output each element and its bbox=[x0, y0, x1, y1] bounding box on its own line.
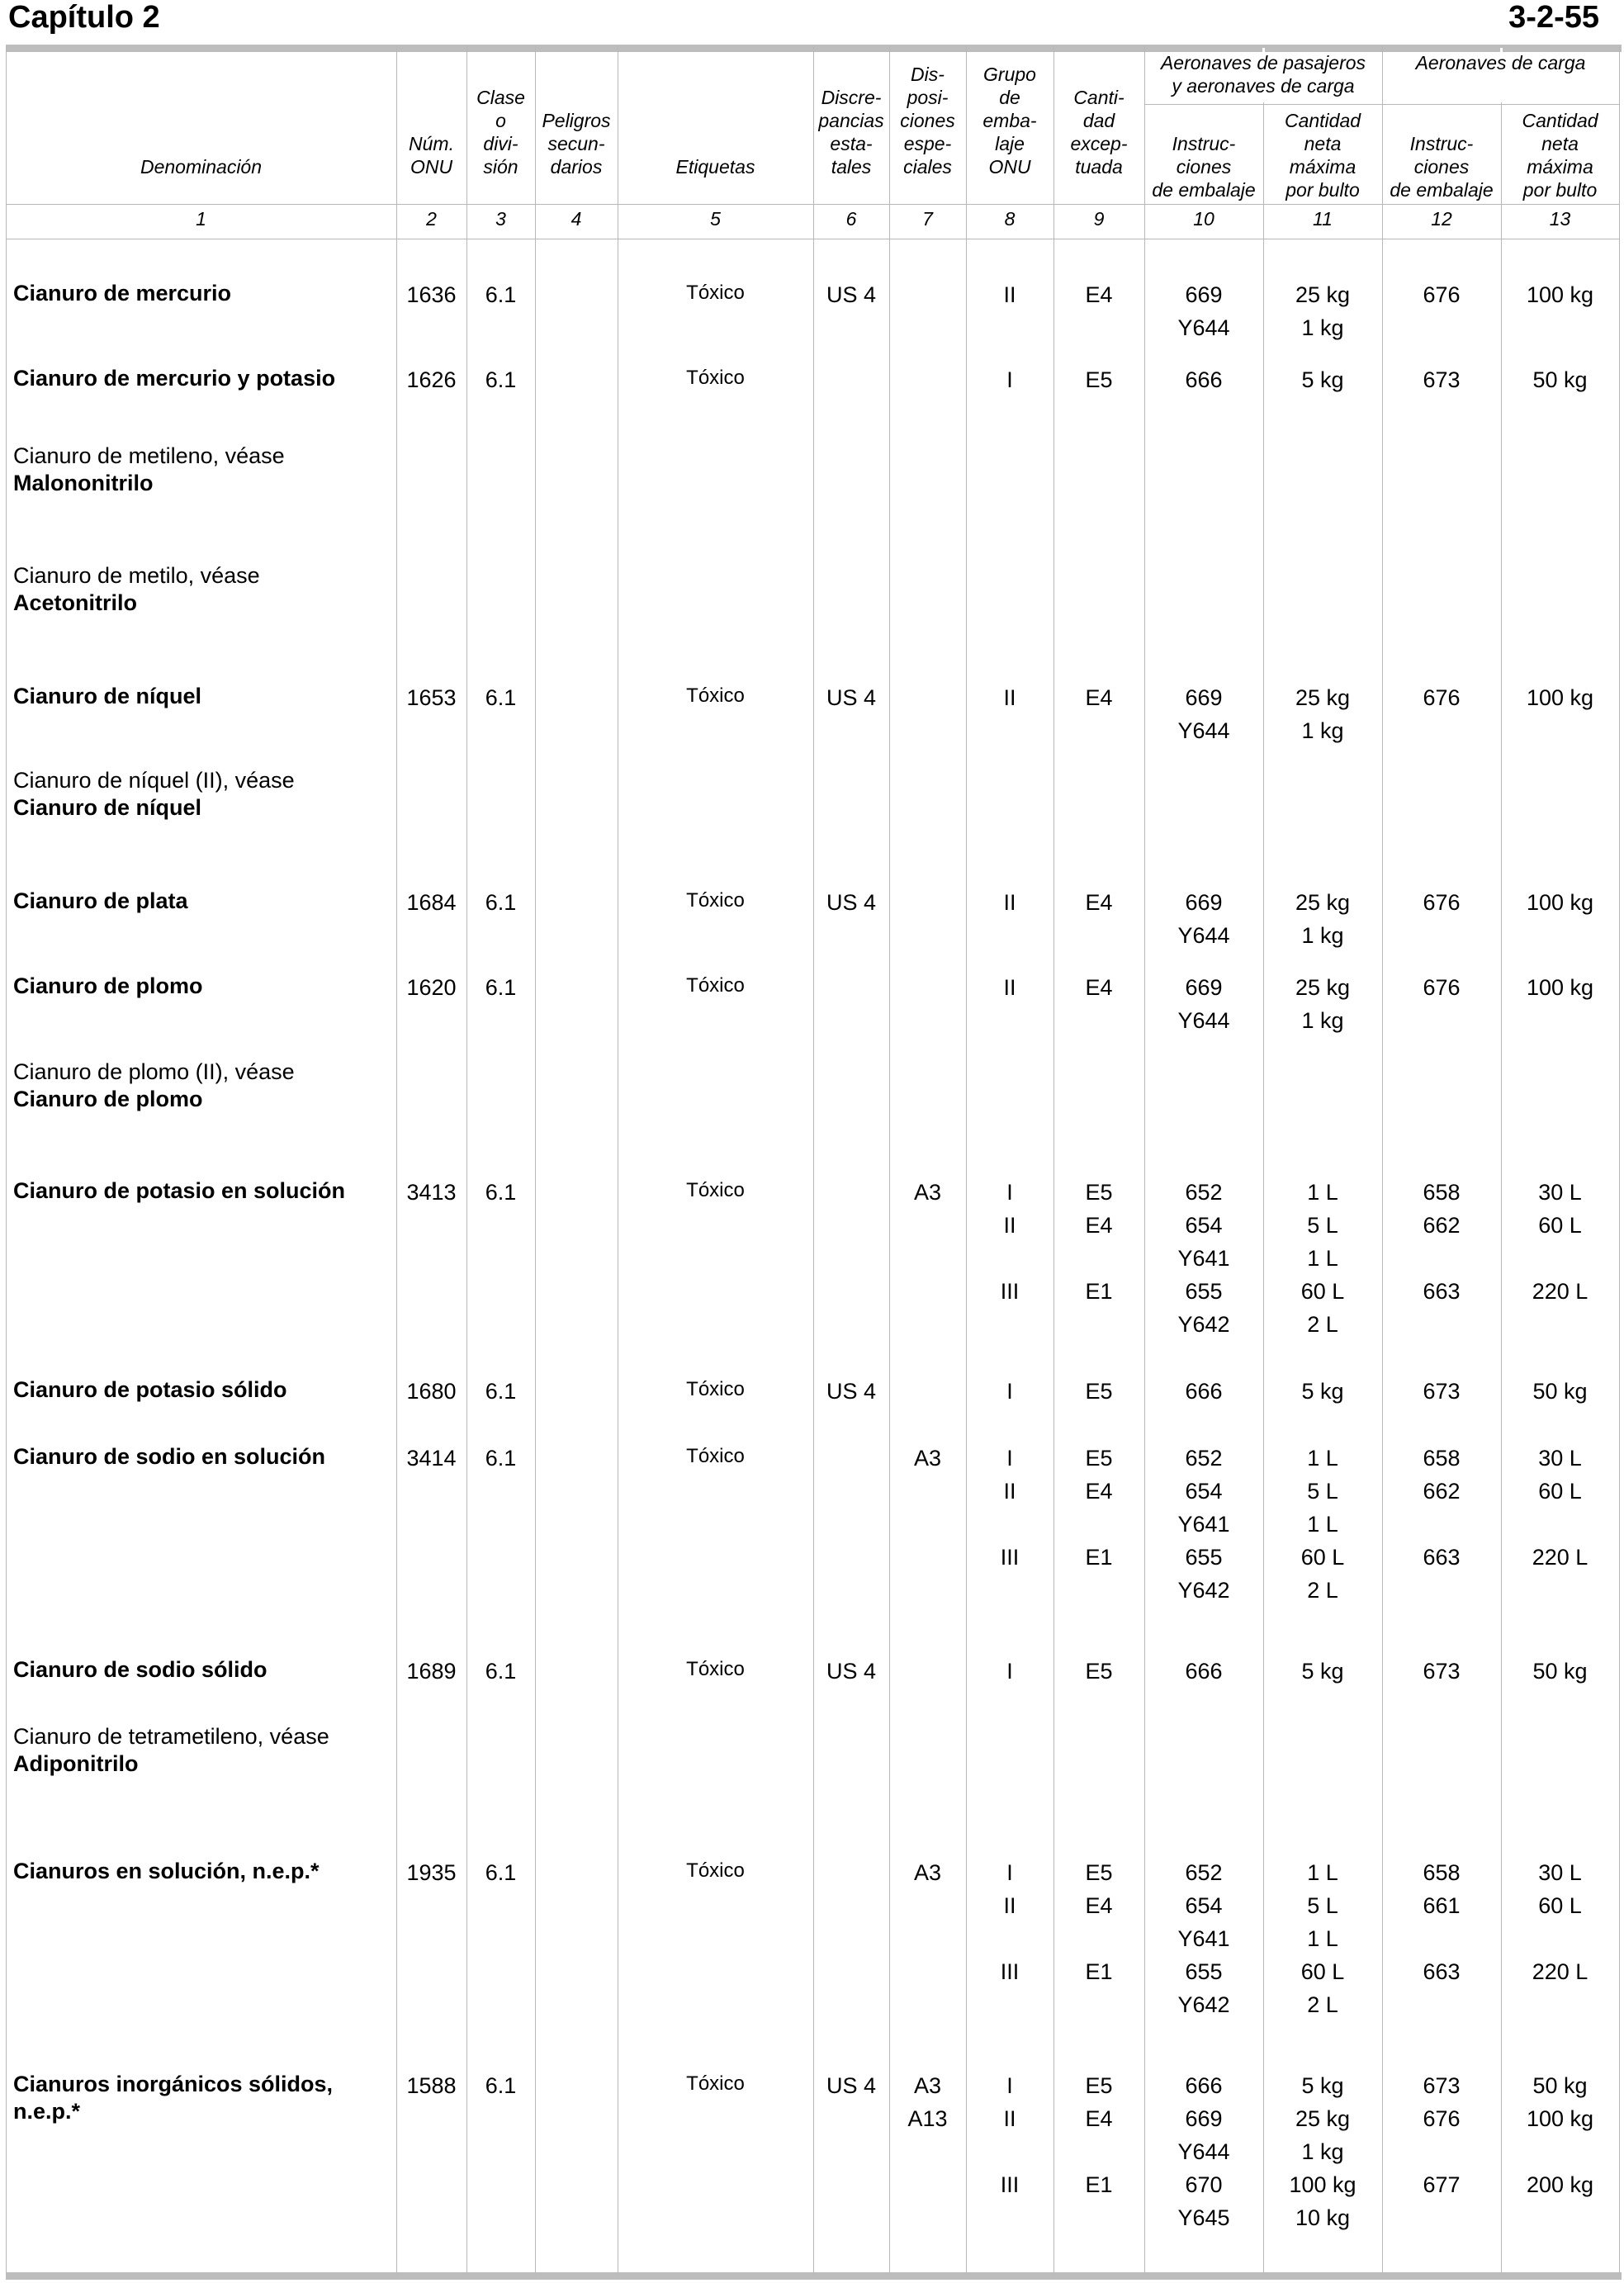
cargo-packing-instruction: 658 bbox=[1423, 1446, 1461, 1471]
column-number: 6 bbox=[845, 208, 857, 230]
cargo-packing-instruction: 676 bbox=[1423, 282, 1461, 307]
col-header-pax-qty bbox=[1263, 109, 1382, 201]
substance-name: Cianuro de plata bbox=[13, 888, 188, 913]
pax-max-quantity: 1 kg bbox=[1301, 923, 1344, 948]
cargo-packing-instruction: 673 bbox=[1423, 1379, 1461, 1404]
packing-group: I bbox=[1006, 1446, 1013, 1471]
column-number: 8 bbox=[1004, 208, 1016, 230]
group-header-passenger-line: Aeronaves de pasajeros bbox=[1160, 52, 1366, 73]
col-header-subsidiary-line: Peligros bbox=[542, 110, 611, 131]
hazard-label: Tóxico bbox=[686, 2072, 745, 2095]
col-header-cargo-instr-line: de embalaje bbox=[1390, 179, 1494, 201]
col-header-packing-group-line: de bbox=[999, 87, 1020, 108]
state-variation: US 4 bbox=[826, 890, 877, 915]
col-header-packing-group bbox=[966, 63, 1053, 178]
pax-max-quantity: 5 L bbox=[1307, 1213, 1338, 1238]
pax-packing-instruction: Y641 bbox=[1177, 1246, 1230, 1271]
col-header-special-line: ciales bbox=[903, 156, 952, 178]
cargo-packing-instruction: 658 bbox=[1423, 1180, 1461, 1205]
pax-max-quantity: 5 kg bbox=[1301, 367, 1344, 392]
cargo-max-quantity: 50 kg bbox=[1532, 1379, 1588, 1404]
cargo-max-quantity: 100 kg bbox=[1526, 685, 1594, 710]
col-header-special-line: espe- bbox=[903, 133, 952, 154]
col-header-special-line: ciones bbox=[900, 110, 955, 131]
substance-name: Cianuro de níquel bbox=[13, 684, 202, 708]
pax-max-quantity: 2 L bbox=[1307, 1578, 1338, 1603]
packing-group: I bbox=[1006, 1659, 1013, 1684]
substance-name: Cianuros en solución, n.e.p.* bbox=[13, 1859, 320, 1883]
pax-packing-instruction: 652 bbox=[1185, 1860, 1223, 1885]
cargo-max-quantity: 30 L bbox=[1538, 1180, 1582, 1205]
special-provision: A3 bbox=[913, 1446, 942, 1471]
col-header-state bbox=[813, 86, 889, 178]
see-text: Cianuro de níquel (II), véase bbox=[13, 768, 295, 793]
cargo-packing-instruction: 663 bbox=[1423, 1279, 1461, 1304]
group-header-cargo bbox=[1382, 51, 1619, 74]
column-number: 7 bbox=[922, 208, 933, 230]
col-header-excepted bbox=[1053, 86, 1144, 178]
substance-name: Cianuro de mercurio bbox=[13, 281, 232, 306]
packing-group: I bbox=[1006, 367, 1013, 392]
cargo-packing-instruction: 658 bbox=[1423, 1860, 1461, 1885]
special-provision: A3 bbox=[913, 1180, 942, 1205]
substance-name: Cianuro de potasio en solución bbox=[13, 1178, 346, 1203]
excepted-quantity: E1 bbox=[1085, 1279, 1113, 1304]
hazard-label: Tóxico bbox=[686, 974, 745, 997]
col-header-excepted-line: dad bbox=[1082, 110, 1115, 131]
substance-name: Cianuro de sodio sólido bbox=[13, 1657, 268, 1682]
col-header-cargo-instr bbox=[1382, 132, 1501, 201]
col-header-subsidiary-line: secun- bbox=[547, 133, 605, 154]
pax-packing-instruction: 654 bbox=[1185, 1479, 1223, 1504]
pax-packing-instruction: Y641 bbox=[1177, 1926, 1230, 1951]
pax-packing-instruction: 655 bbox=[1185, 1279, 1223, 1304]
pax-packing-instruction: 652 bbox=[1185, 1446, 1223, 1471]
cargo-packing-instruction: 673 bbox=[1423, 1659, 1461, 1684]
excepted-quantity: E5 bbox=[1085, 1860, 1113, 1885]
column-number: 2 bbox=[426, 208, 437, 230]
pax-max-quantity: 5 kg bbox=[1301, 1659, 1344, 1684]
pax-max-quantity: 60 L bbox=[1300, 1545, 1345, 1570]
packing-group: I bbox=[1006, 1180, 1013, 1205]
pax-packing-instruction: Y644 bbox=[1177, 1008, 1230, 1033]
col-header-special-line: posi- bbox=[907, 87, 949, 108]
pax-max-quantity: 1 L bbox=[1307, 1860, 1338, 1885]
col-header-pax-qty-line: máxima bbox=[1289, 156, 1356, 178]
col-header-cargo-qty-line: Cantidad bbox=[1522, 110, 1598, 131]
col-header-state-line: tales bbox=[831, 156, 872, 178]
pax-max-quantity: 5 kg bbox=[1301, 2073, 1344, 2098]
packing-group: II bbox=[1003, 685, 1016, 710]
cargo-packing-instruction: 661 bbox=[1423, 1893, 1461, 1918]
cargo-max-quantity: 30 L bbox=[1538, 1860, 1582, 1885]
cargo-packing-instruction: 676 bbox=[1423, 2106, 1461, 2131]
col-header-pax-qty-line: neta bbox=[1304, 133, 1342, 154]
see-text: Cianuro de tetrametileno, véase bbox=[13, 1724, 329, 1749]
col-header-packing-group-line: Grupo bbox=[983, 64, 1036, 85]
hazard-label: Tóxico bbox=[686, 1179, 745, 1201]
packing-group: II bbox=[1003, 2106, 1016, 2131]
class-division: 6.1 bbox=[485, 975, 517, 1000]
excepted-quantity: E4 bbox=[1085, 890, 1113, 915]
col-header-pax-qty-line: por bulto bbox=[1285, 179, 1360, 201]
col-header-pax-instr-line: ciones bbox=[1176, 156, 1232, 178]
packing-group: II bbox=[1003, 1479, 1016, 1504]
un-number: 1684 bbox=[406, 890, 457, 915]
pax-max-quantity: 1 L bbox=[1307, 1246, 1338, 1271]
pax-max-quantity: 60 L bbox=[1300, 1959, 1345, 1984]
see-reference bbox=[13, 443, 389, 497]
col-header-cargo-qty-line: neta bbox=[1541, 133, 1579, 154]
packing-group: II bbox=[1003, 890, 1016, 915]
pax-packing-instruction: 669 bbox=[1185, 282, 1223, 307]
col-header-cargo-qty-line: máxima bbox=[1527, 156, 1593, 178]
cargo-packing-instruction: 673 bbox=[1423, 2073, 1461, 2098]
group-rule bbox=[1144, 104, 1620, 105]
pax-packing-instruction: 655 bbox=[1185, 1545, 1223, 1570]
pax-packing-instruction: 669 bbox=[1185, 685, 1223, 710]
state-variation: US 4 bbox=[826, 1379, 877, 1404]
see-reference bbox=[13, 1723, 389, 1778]
cargo-packing-instruction: 676 bbox=[1423, 890, 1461, 915]
pax-packing-instruction: 655 bbox=[1185, 1959, 1223, 1984]
pax-max-quantity: 25 kg bbox=[1295, 2106, 1351, 2131]
col-header-packing-group-line: ONU bbox=[988, 156, 1031, 178]
excepted-quantity: E4 bbox=[1085, 2106, 1113, 2131]
pax-packing-instruction: Y644 bbox=[1177, 923, 1230, 948]
cargo-max-quantity: 100 kg bbox=[1526, 975, 1594, 1000]
cargo-packing-instruction: 663 bbox=[1423, 1545, 1461, 1570]
excepted-quantity: E4 bbox=[1085, 1479, 1113, 1504]
cargo-max-quantity: 100 kg bbox=[1526, 2106, 1594, 2131]
hazard-label: Tóxico bbox=[686, 367, 745, 389]
un-number: 1680 bbox=[406, 1379, 457, 1404]
column-number: 4 bbox=[571, 208, 582, 230]
column-number: 1 bbox=[196, 208, 206, 230]
pax-max-quantity: 10 kg bbox=[1295, 2205, 1351, 2230]
class-division: 6.1 bbox=[485, 1379, 517, 1404]
col-header-subsidiary bbox=[535, 109, 618, 178]
pax-packing-instruction: 669 bbox=[1185, 2106, 1223, 2131]
hazard-label: Tóxico bbox=[686, 889, 745, 912]
cargo-max-quantity: 60 L bbox=[1538, 1479, 1582, 1504]
col-header-special-line: Dis- bbox=[911, 64, 945, 85]
col-header-state-line: esta- bbox=[830, 133, 873, 154]
column-divider bbox=[6, 46, 7, 2274]
pax-max-quantity: 100 kg bbox=[1289, 2172, 1356, 2197]
state-variation: US 4 bbox=[826, 685, 877, 710]
class-division: 6.1 bbox=[485, 685, 517, 710]
col-header-cargo-qty bbox=[1501, 109, 1619, 201]
see-reference bbox=[13, 767, 389, 822]
col-header-pax-instr-line: de embalaje bbox=[1152, 179, 1256, 201]
col-header-excepted-line: Canti- bbox=[1073, 87, 1124, 108]
see-target: Cianuro de níquel bbox=[13, 795, 202, 820]
pax-max-quantity: 25 kg bbox=[1295, 282, 1351, 307]
pax-packing-instruction: Y644 bbox=[1177, 718, 1230, 743]
pax-max-quantity: 1 L bbox=[1307, 1926, 1338, 1951]
pax-packing-instruction: Y641 bbox=[1177, 1512, 1230, 1537]
cargo-max-quantity: 100 kg bbox=[1526, 890, 1594, 915]
substance-name: Cianuro de mercurio y potasio bbox=[13, 366, 336, 391]
cargo-packing-instruction: 677 bbox=[1423, 2172, 1461, 2197]
excepted-quantity: E4 bbox=[1085, 975, 1113, 1000]
cargo-packing-instruction: 676 bbox=[1423, 685, 1461, 710]
col-header-class-line: sión bbox=[483, 156, 518, 178]
excepted-quantity: E5 bbox=[1085, 2073, 1113, 2098]
un-number: 1588 bbox=[406, 2073, 457, 2098]
see-text: Cianuro de plomo (II), véase bbox=[13, 1059, 295, 1084]
column-number: 3 bbox=[495, 208, 506, 230]
cargo-packing-instruction: 673 bbox=[1423, 367, 1461, 392]
un-number: 1626 bbox=[406, 367, 457, 392]
col-header-class-line: Clase bbox=[476, 87, 525, 108]
pax-packing-instruction: Y644 bbox=[1177, 315, 1230, 340]
cargo-max-quantity: 100 kg bbox=[1526, 282, 1594, 307]
un-number: 1636 bbox=[406, 282, 457, 307]
col-header-state-line: Discre- bbox=[821, 87, 882, 108]
pax-packing-instruction: 652 bbox=[1185, 1180, 1223, 1205]
un-number: 3413 bbox=[406, 1180, 457, 1205]
packing-group: II bbox=[1003, 1893, 1016, 1918]
col-header-class-line: divi- bbox=[483, 133, 518, 154]
cargo-max-quantity: 30 L bbox=[1538, 1446, 1582, 1471]
pax-packing-instruction: Y644 bbox=[1177, 2139, 1230, 2164]
substance-name: Cianuro de sodio en solución bbox=[13, 1444, 326, 1469]
class-division: 6.1 bbox=[485, 1446, 517, 1471]
col-header-class bbox=[466, 86, 535, 178]
excepted-quantity: E5 bbox=[1085, 1446, 1113, 1471]
cargo-max-quantity: 50 kg bbox=[1532, 2073, 1588, 2098]
pax-packing-instruction: Y642 bbox=[1177, 1312, 1230, 1337]
cargo-max-quantity: 220 L bbox=[1532, 1279, 1588, 1304]
class-division: 6.1 bbox=[485, 2073, 517, 2098]
col-header-class-line: o bbox=[495, 110, 506, 131]
un-number: 1689 bbox=[406, 1659, 457, 1684]
packing-group: II bbox=[1003, 1213, 1016, 1238]
cargo-max-quantity: 60 L bbox=[1538, 1213, 1582, 1238]
un-number: 3414 bbox=[406, 1446, 457, 1471]
pax-packing-instruction: Y642 bbox=[1177, 1578, 1230, 1603]
col-header-name bbox=[6, 155, 396, 178]
col-header-special bbox=[889, 63, 966, 178]
class-division: 6.1 bbox=[485, 367, 517, 392]
group-header-passenger-line: y aeronaves de carga bbox=[1172, 75, 1355, 97]
column-divider bbox=[1619, 46, 1620, 2274]
packing-group: I bbox=[1006, 2073, 1013, 2098]
col-header-pax-instr bbox=[1144, 132, 1263, 201]
pax-max-quantity: 1 L bbox=[1307, 1512, 1338, 1537]
excepted-quantity: E1 bbox=[1085, 2172, 1113, 2197]
column-divider bbox=[535, 46, 536, 2274]
cargo-packing-instruction: 662 bbox=[1423, 1479, 1461, 1504]
col-header-subsidiary-line: darios bbox=[550, 156, 603, 178]
substance-name: Cianuro de potasio sólido bbox=[13, 1377, 287, 1402]
hazard-label: Tóxico bbox=[686, 1658, 745, 1680]
excepted-quantity: E5 bbox=[1085, 1659, 1113, 1684]
pax-max-quantity: 2 L bbox=[1307, 1992, 1338, 2017]
pax-max-quantity: 60 L bbox=[1300, 1279, 1345, 1304]
pax-max-quantity: 1 kg bbox=[1301, 1008, 1344, 1033]
class-division: 6.1 bbox=[485, 1860, 517, 1885]
hazard-label: Tóxico bbox=[686, 1378, 745, 1400]
col-header-packing-group-line: emba- bbox=[982, 110, 1037, 131]
pax-packing-instruction: 666 bbox=[1185, 1659, 1223, 1684]
column-divider bbox=[813, 46, 814, 2274]
col-header-cargo-qty-line: por bulto bbox=[1522, 179, 1598, 201]
see-target: Cianuro de plomo bbox=[13, 1087, 203, 1111]
excepted-quantity: E5 bbox=[1085, 367, 1113, 392]
see-target: Acetonitrilo bbox=[13, 590, 138, 615]
cargo-max-quantity: 50 kg bbox=[1532, 367, 1588, 392]
column-number: 12 bbox=[1431, 208, 1452, 230]
pax-max-quantity: 2 L bbox=[1307, 1312, 1338, 1337]
see-reference bbox=[13, 1059, 389, 1113]
state-variation: US 4 bbox=[826, 2073, 877, 2098]
cargo-max-quantity: 200 kg bbox=[1526, 2172, 1594, 2197]
hazard-label: Tóxico bbox=[686, 1859, 745, 1882]
see-text: Cianuro de metileno, véase bbox=[13, 443, 285, 468]
packing-group: I bbox=[1006, 1379, 1013, 1404]
see-target: Adiponitrilo bbox=[13, 1751, 139, 1776]
column-number: 10 bbox=[1193, 208, 1214, 230]
col-header-excepted-line: excep- bbox=[1070, 133, 1128, 154]
col-header-pax-qty-line: Cantidad bbox=[1284, 110, 1361, 131]
col-header-excepted-line: tuada bbox=[1075, 156, 1123, 178]
see-target: Malononitrilo bbox=[13, 471, 154, 495]
un-number: 1653 bbox=[406, 685, 457, 710]
col-header-cargo-instr-line: Instruc- bbox=[1409, 133, 1474, 154]
header-rule bbox=[6, 204, 1620, 205]
pax-max-quantity: 1 kg bbox=[1301, 315, 1344, 340]
col-header-un bbox=[396, 132, 466, 178]
col-header-state-line: pancias bbox=[818, 110, 884, 131]
pax-max-quantity: 25 kg bbox=[1295, 685, 1351, 710]
un-number: 1620 bbox=[406, 975, 457, 1000]
column-number: 5 bbox=[710, 208, 721, 230]
pax-packing-instruction: 666 bbox=[1185, 2073, 1223, 2098]
pax-max-quantity: 5 kg bbox=[1301, 1379, 1344, 1404]
cargo-packing-instruction: 663 bbox=[1423, 1959, 1461, 1984]
packing-group: I bbox=[1006, 1860, 1013, 1885]
excepted-quantity: E4 bbox=[1085, 1213, 1113, 1238]
column-number: 9 bbox=[1093, 208, 1105, 230]
substance-name: Cianuro de plomo bbox=[13, 973, 203, 998]
column-divider bbox=[889, 46, 890, 2274]
hazard-label: Tóxico bbox=[686, 684, 745, 707]
chapter-title: Capítulo 2 bbox=[8, 0, 160, 35]
see-text: Cianuro de metilo, véase bbox=[13, 563, 260, 588]
pax-packing-instruction: Y645 bbox=[1177, 2205, 1230, 2230]
substance-name: Cianuros inorgánicos sólidos, n.e.p.* bbox=[13, 2072, 334, 2124]
class-division: 6.1 bbox=[485, 890, 517, 915]
group-header-passenger bbox=[1144, 51, 1382, 97]
special-provision: A13 bbox=[907, 2106, 948, 2131]
excepted-quantity: E5 bbox=[1085, 1180, 1113, 1205]
state-variation: US 4 bbox=[826, 1659, 877, 1684]
packing-group: III bbox=[1000, 2172, 1020, 2197]
state-variation: US 4 bbox=[826, 282, 877, 307]
packing-group: II bbox=[1003, 282, 1016, 307]
col-header-labels bbox=[618, 155, 813, 178]
excepted-quantity: E5 bbox=[1085, 1379, 1113, 1404]
pax-packing-instruction: 666 bbox=[1185, 367, 1223, 392]
excepted-quantity: E4 bbox=[1085, 1893, 1113, 1918]
un-number: 1935 bbox=[406, 1860, 457, 1885]
cargo-max-quantity: 220 L bbox=[1532, 1959, 1588, 1984]
pax-max-quantity: 25 kg bbox=[1295, 975, 1351, 1000]
packing-group: III bbox=[1000, 1545, 1020, 1570]
pax-max-quantity: 1 L bbox=[1307, 1180, 1338, 1205]
packing-group: III bbox=[1000, 1959, 1020, 1984]
col-header-cargo-instr-line: ciones bbox=[1413, 156, 1470, 178]
pax-packing-instruction: 654 bbox=[1185, 1893, 1223, 1918]
cargo-max-quantity: 60 L bbox=[1538, 1893, 1582, 1918]
hazard-label: Tóxico bbox=[686, 282, 745, 304]
column-number: 13 bbox=[1549, 208, 1571, 230]
cargo-max-quantity: 220 L bbox=[1532, 1545, 1588, 1570]
class-division: 6.1 bbox=[485, 282, 517, 307]
pax-max-quantity: 1 kg bbox=[1301, 718, 1344, 743]
excepted-quantity: E1 bbox=[1085, 1959, 1113, 1984]
class-division: 6.1 bbox=[485, 1659, 517, 1684]
pax-max-quantity: 1 L bbox=[1307, 1446, 1338, 1471]
pax-packing-instruction: 666 bbox=[1185, 1379, 1223, 1404]
excepted-quantity: E1 bbox=[1085, 1545, 1113, 1570]
pax-max-quantity: 25 kg bbox=[1295, 890, 1351, 915]
special-provision: A3 bbox=[913, 1860, 942, 1885]
excepted-quantity: E4 bbox=[1085, 685, 1113, 710]
pax-packing-instruction: Y642 bbox=[1177, 1992, 1230, 2017]
cargo-packing-instruction: 662 bbox=[1423, 1213, 1461, 1238]
col-header-packing-group-line: laje bbox=[995, 133, 1025, 154]
packing-group: II bbox=[1003, 975, 1016, 1000]
cargo-max-quantity: 50 kg bbox=[1532, 1659, 1588, 1684]
col-header-un-line: ONU bbox=[410, 156, 453, 178]
pax-packing-instruction: 669 bbox=[1185, 975, 1223, 1000]
pax-packing-instruction: 669 bbox=[1185, 890, 1223, 915]
cargo-packing-instruction: 676 bbox=[1423, 975, 1461, 1000]
page-number: 3-2-55 bbox=[1508, 0, 1599, 35]
pax-packing-instruction: 670 bbox=[1185, 2172, 1223, 2197]
col-header-labels-line: Etiquetas bbox=[675, 156, 755, 178]
col-header-pax-instr-line: Instruc- bbox=[1172, 133, 1236, 154]
excepted-quantity: E4 bbox=[1085, 282, 1113, 307]
hazard-label: Tóxico bbox=[686, 1445, 745, 1467]
pax-max-quantity: 1 kg bbox=[1301, 2139, 1344, 2164]
see-reference bbox=[13, 562, 389, 617]
packing-group: III bbox=[1000, 1279, 1020, 1304]
col-header-name-line: Denominación bbox=[140, 156, 263, 178]
col-header-un-line: Núm. bbox=[409, 133, 454, 154]
special-provision: A3 bbox=[913, 2073, 942, 2098]
column-number: 11 bbox=[1313, 208, 1333, 230]
class-division: 6.1 bbox=[485, 1180, 517, 1205]
pax-max-quantity: 5 L bbox=[1307, 1479, 1338, 1504]
pax-packing-instruction: 654 bbox=[1185, 1213, 1223, 1238]
pax-max-quantity: 5 L bbox=[1307, 1893, 1338, 1918]
group-header-cargo-line: Aeronaves de carga bbox=[1415, 52, 1586, 73]
